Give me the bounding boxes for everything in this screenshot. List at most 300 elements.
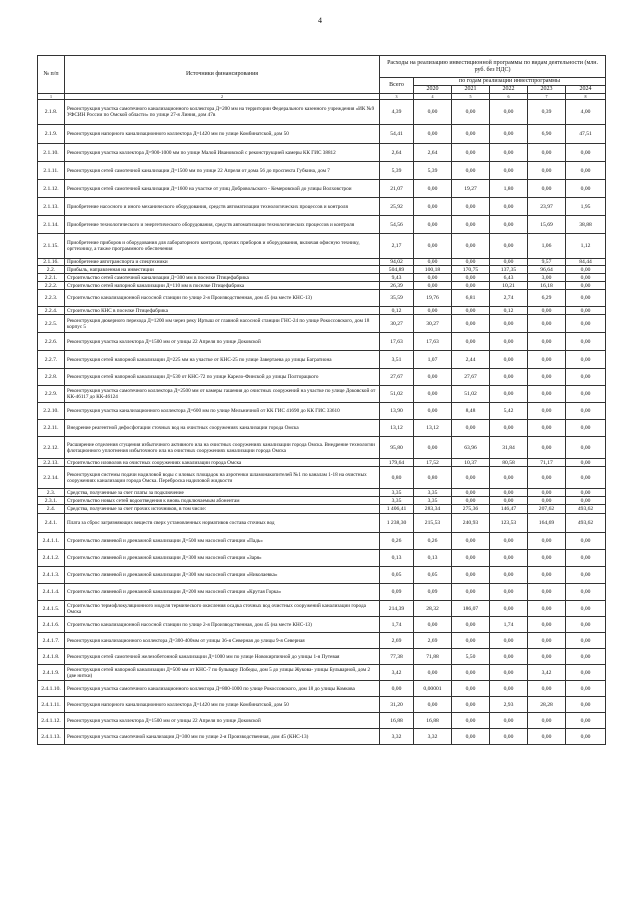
row-year-value: 0,00 — [528, 369, 566, 386]
header-year: 2024 — [566, 86, 606, 94]
row-year-value: 0,00 — [566, 307, 606, 315]
row-year-value: 0,00 — [490, 100, 528, 125]
table-row — [38, 259, 606, 266]
row-total: 95,80 — [380, 437, 414, 459]
row-year-value: 0,00 — [566, 351, 606, 369]
table-row — [38, 729, 606, 745]
row-year-value: 0,00 — [452, 333, 490, 351]
row-code: 2.4.1.4. — [38, 584, 65, 601]
table-row — [38, 266, 606, 274]
row-year-value: 0,00 — [452, 713, 490, 729]
row-year-value: 0,00 — [566, 584, 606, 601]
header-year: 2020 — [414, 86, 452, 94]
row-code: 2.1.9. — [38, 125, 65, 144]
row-year-value: 10,21 — [490, 282, 528, 290]
row-year-value: 0,00 — [414, 665, 452, 681]
row-year-value: 0,00 — [566, 713, 606, 729]
row-name: Строительство термофлокуляционного модуля термического окисления осадка сточных вод очистных сооружений канализации города Омска — [65, 601, 380, 617]
row-year-value: 10,37 — [452, 459, 490, 467]
row-year-value: 0,00 — [566, 467, 606, 489]
row-year-value: 0,80 — [414, 467, 452, 489]
table-row — [38, 386, 606, 403]
row-year-value: 0,00 — [452, 697, 490, 713]
row-year-value: 0,00 — [490, 633, 528, 649]
table-row — [38, 403, 606, 420]
row-year-value: 0,00 — [566, 315, 606, 333]
row-code: 2.2.6. — [38, 333, 65, 351]
row-code: 2.3.1. — [38, 497, 65, 505]
row-year-value: 0,00 — [566, 567, 606, 584]
row-year-value: 6,29 — [528, 290, 566, 307]
row-year-value: 0,00 — [566, 681, 606, 697]
row-year-value: 0,00 — [490, 125, 528, 144]
table-row — [38, 505, 606, 514]
row-name: Реконструкция участка канализационного коллектора Д=600 мм по улице Мельничной от КК ГИС 41690 до КК ГИС 33610 — [65, 403, 380, 420]
row-year-value: 0,00 — [490, 259, 528, 266]
row-year-value: 0,00 — [452, 125, 490, 144]
column-index: 1 — [38, 94, 65, 100]
row-total: 13,12 — [380, 420, 414, 437]
row-year-value: 186,07 — [452, 601, 490, 617]
table-row — [38, 489, 606, 497]
row-year-value: 0,00 — [452, 567, 490, 584]
row-year-value: 0,00 — [566, 333, 606, 351]
row-year-value: 0,00 — [566, 420, 606, 437]
row-year-value: 0,00 — [528, 351, 566, 369]
row-code: 2.2.12. — [38, 437, 65, 459]
table-row — [38, 713, 606, 729]
row-year-value: 0,00 — [566, 386, 606, 403]
row-year-value: 0,00 — [566, 437, 606, 459]
row-year-value: 0,00 — [528, 550, 566, 567]
row-year-value: 1,80 — [490, 180, 528, 198]
row-year-value: 0,00 — [566, 144, 606, 162]
row-year-value: 0,00 — [490, 333, 528, 351]
row-year-value: 0,00 — [490, 315, 528, 333]
table-row — [38, 514, 606, 533]
row-year-value: 8,48 — [452, 403, 490, 420]
row-year-value: 17,63 — [414, 333, 452, 351]
row-year-value: 0,00 — [452, 681, 490, 697]
row-year-value: 0,00 — [452, 729, 490, 745]
row-year-value: 2,69 — [414, 633, 452, 649]
row-year-value: 2,74 — [490, 290, 528, 307]
row-name: Реконструкция напорного канализационного коллектора Д=1420 мм по улице Комбинатской, дом 50 — [65, 125, 380, 144]
row-year-value: 0,00 — [566, 180, 606, 198]
row-name: Реконструкция сетей самотечной канализации Д=1500 мм по улице 22 Апреля от дома 56 до проспекта Губкина, дом 7 — [65, 162, 380, 180]
row-year-value: 0,00 — [566, 649, 606, 665]
row-total: 26,39 — [380, 282, 414, 290]
row-year-value: 215,53 — [414, 514, 452, 533]
row-year-value: 0,00 — [528, 180, 566, 198]
row-year-value: 0,00 — [452, 550, 490, 567]
row-total: 51,02 — [380, 386, 414, 403]
row-year-value: 240,93 — [452, 514, 490, 533]
row-total: 0,80 — [380, 467, 414, 489]
row-total: 25,92 — [380, 198, 414, 216]
row-year-value: 1,12 — [566, 234, 606, 259]
row-code: 2.2.13. — [38, 459, 65, 467]
row-name: Приобретение автотранспорта и спецтехники — [65, 259, 380, 266]
table-row — [38, 567, 606, 584]
row-year-value: 0,00 — [528, 403, 566, 420]
row-year-value: 207,62 — [528, 505, 566, 514]
row-year-value: 0,00 — [414, 697, 452, 713]
row-year-value: 0,00 — [528, 333, 566, 351]
row-total: 94,02 — [380, 259, 414, 266]
row-year-value: 0,00 — [490, 601, 528, 617]
row-total: 2,17 — [380, 234, 414, 259]
row-code: 2.4.1.10. — [38, 681, 65, 697]
row-year-value: 283,34 — [414, 505, 452, 514]
row-code: 2.2.8. — [38, 369, 65, 386]
row-name: Реконструкция системы подачи надиловой воды с иловых площадок на аэротенки шламонакопителей №1 по каналам 1-18 на очистных сооружениях канализации города Омска. Переброска надиловой жидкости — [65, 467, 380, 489]
row-year-value: 0,00 — [528, 437, 566, 459]
row-year-value: 0,00 — [566, 459, 606, 467]
row-code: 2.1.8. — [38, 100, 65, 125]
row-year-value: 0,00 — [414, 617, 452, 633]
row-year-value: 6,43 — [490, 274, 528, 282]
table-row — [38, 697, 606, 713]
row-year-value: 0,00 — [528, 584, 566, 601]
row-name: Строительство канализационной насосной станции по улице 2-я Производственная, дом 45 (на месте КНС-13) — [65, 617, 380, 633]
table-row — [38, 459, 606, 467]
row-total: 35,59 — [380, 290, 414, 307]
row-year-value: 146,47 — [490, 505, 528, 514]
row-year-value: 137,35 — [490, 266, 528, 274]
row-year-value: 47,51 — [566, 125, 606, 144]
row-name: Строительство ливневой и дренажной канализации Д=300 мм насосной станции «Заря» — [65, 550, 380, 567]
table-row — [38, 307, 606, 315]
row-year-value: 0,13 — [414, 550, 452, 567]
row-year-value: 0,00 — [528, 162, 566, 180]
table-row — [38, 216, 606, 234]
row-code: 2.2.5. — [38, 315, 65, 333]
financing-table — [37, 55, 606, 745]
row-year-value: 0,00 — [490, 369, 528, 386]
row-year-value: 16,88 — [414, 713, 452, 729]
row-name: Реконструкция участка самотечного канализационного коллектора Д=800-1000 по улице Рокоссовского, дом 18 до улицы Комкова — [65, 681, 380, 697]
row-name: Реконструкция дюкерного перехода Д=1200 мм через реку Иртыш от главной насосной станции ГНС-24 по улице Рокоссовского, дом 18 корпус 5 — [65, 315, 380, 333]
row-code: 2.2.1. — [38, 274, 65, 282]
row-year-value: 0,00 — [566, 290, 606, 307]
header-year: 2022 — [490, 86, 528, 94]
row-code: 2.1.13. — [38, 198, 65, 216]
row-total: 9,43 — [380, 274, 414, 282]
row-total: 0,05 — [380, 567, 414, 584]
row-year-value: 0,00 — [566, 697, 606, 713]
row-year-value: 0,00 — [414, 100, 452, 125]
row-year-value: 0,00 — [414, 403, 452, 420]
row-name: Приобретение технологического и энергетического оборудования, средств автоматизации технологических процессов и контроля — [65, 216, 380, 234]
row-year-value: 1,07 — [414, 351, 452, 369]
row-total: 4,39 — [380, 100, 414, 125]
row-total: 3,32 — [380, 729, 414, 745]
row-year-value: 0,00 — [566, 665, 606, 681]
row-total: 1,74 — [380, 617, 414, 633]
header-expenses: Расходы на реализацию инвестиционной программы по видам деятельности (млн. руб. без НДС) — [380, 56, 606, 78]
row-year-value: 0,00 — [490, 497, 528, 505]
row-total: 5,39 — [380, 162, 414, 180]
row-year-value: 0,00 — [452, 198, 490, 216]
row-year-value: 0,00 — [490, 351, 528, 369]
row-year-value: 30,27 — [414, 315, 452, 333]
row-year-value: 493,62 — [566, 505, 606, 514]
row-code: 2.4.1.12. — [38, 713, 65, 729]
row-name: Строительство ливневой и дренажной канализации Д=300 мм насосной станции «Николаевка» — [65, 567, 380, 584]
row-year-value: 0,00 — [452, 533, 490, 550]
row-year-value: 493,62 — [566, 514, 606, 533]
column-index: 5 — [452, 94, 490, 100]
row-year-value: 0,00 — [566, 489, 606, 497]
table-row — [38, 617, 606, 633]
row-year-value: 17,52 — [414, 459, 452, 467]
row-year-value: 80,58 — [490, 459, 528, 467]
row-total: 21,07 — [380, 180, 414, 198]
row-year-value: 0,00 — [490, 550, 528, 567]
row-code: 2.1.15. — [38, 234, 65, 259]
table-row — [38, 550, 606, 567]
row-year-value: 0,00 — [566, 601, 606, 617]
row-year-value: 0,00 — [452, 489, 490, 497]
row-year-value: 0,00 — [490, 216, 528, 234]
row-year-value: 19,27 — [452, 180, 490, 198]
row-year-value: 16,18 — [528, 282, 566, 290]
row-year-value: 84,44 — [566, 259, 606, 266]
row-year-value: 0,00 — [452, 420, 490, 437]
row-code: 2.4.1.13. — [38, 729, 65, 745]
row-code: 2.1.10. — [38, 144, 65, 162]
row-year-value: 0,00 — [566, 550, 606, 567]
row-year-value: 0,00 — [414, 437, 452, 459]
row-year-value: 0,00 — [490, 489, 528, 497]
row-year-value: 5,42 — [490, 403, 528, 420]
row-total: 30,27 — [380, 315, 414, 333]
row-name: Строительство сетей напорной канализации Д=110 мм в поселке Птицефабрика — [65, 282, 380, 290]
row-year-value: 0,00 — [528, 601, 566, 617]
row-year-value: 0,00 — [566, 729, 606, 745]
table-row — [38, 234, 606, 259]
row-code: 2.1.14. — [38, 216, 65, 234]
row-year-value: 0,00 — [566, 497, 606, 505]
row-code: 2.4.1.2. — [38, 550, 65, 567]
table-row — [38, 633, 606, 649]
row-year-value: 96,64 — [528, 266, 566, 274]
row-year-value: 0,00 — [566, 617, 606, 633]
row-name: Строительство ливневой и дренажной канализации Д=500 мм насосной станции «Падь» — [65, 533, 380, 550]
table-row — [38, 681, 606, 697]
row-year-value: 6,90 — [528, 125, 566, 144]
row-name: Прибыль, направленная на инвестиции — [65, 266, 380, 274]
row-year-value: 0,00 — [528, 713, 566, 729]
row-year-value: 0,00 — [452, 497, 490, 505]
row-year-value: 0,00 — [490, 533, 528, 550]
row-year-value: 0,00 — [528, 420, 566, 437]
row-year-value: 0,00 — [414, 282, 452, 290]
table-row — [38, 274, 606, 282]
row-year-value: 0,00 — [490, 198, 528, 216]
row-name: Расширение отделения сгущения избыточного активного ила на очистных сооружениях канализации города Омска. Внедрение технологии флотационного уплотнения избыточного ила на очистных сооружениях канализации города Омска — [65, 437, 380, 459]
row-code: 2.2.14. — [38, 467, 65, 489]
row-year-value: 0,00 — [452, 144, 490, 162]
row-year-value: 38,88 — [566, 216, 606, 234]
row-year-value: 0,00 — [528, 617, 566, 633]
row-code: 2.4.1.5. — [38, 601, 65, 617]
row-total: 27,67 — [380, 369, 414, 386]
row-year-value: 0,00 — [490, 729, 528, 745]
row-year-value: 0,00 — [452, 100, 490, 125]
row-name: Реконструкция участка самотечного коллектора Д=2500 мм от камеры гашения до очистных сооружений на участке по улице Доковской от КК-46117 до КК-46124 — [65, 386, 380, 403]
row-year-value: 0,00 — [528, 567, 566, 584]
column-index: 4 — [414, 94, 452, 100]
row-code: 2.1.16. — [38, 259, 65, 266]
header-year: 2021 — [452, 86, 490, 94]
row-year-value: 0,00 — [566, 403, 606, 420]
row-year-value: 0,00 — [528, 307, 566, 315]
row-name: Реконструкция сетей напорной канализации Д=500 мм от КНС-7 по бульвару Победы, дом 5 до улицы Жукова- улицы Бульварной, дом 2 (две нитки) — [65, 665, 380, 681]
row-name: Реконструкция участка самотечного канализационного коллектора Д=200 мм на территории Федерального казенного учреждения «ИК №9 УФСИН России по Омской области» по улице 27-я Линия, дом 47в — [65, 100, 380, 125]
row-total: 1 406,41 — [380, 505, 414, 514]
row-code: 2.2.9. — [38, 386, 65, 403]
row-total: 214,39 — [380, 601, 414, 617]
row-total: 54,56 — [380, 216, 414, 234]
row-year-value: 0,00 — [452, 274, 490, 282]
row-code: 2.3. — [38, 489, 65, 497]
row-total: 13,90 — [380, 403, 414, 420]
row-name: Приобретение приборов и оборудования для лабораторного контроля, прочих приборов и оборудования, включая офисную технику, оргтехнику, а также программного обеспечения — [65, 234, 380, 259]
row-year-value: 0,00 — [452, 633, 490, 649]
row-year-value: 0,00 — [414, 234, 452, 259]
table-row — [38, 467, 606, 489]
row-year-value: 1,95 — [566, 198, 606, 216]
table-row — [38, 144, 606, 162]
row-year-value: 0,00 — [566, 282, 606, 290]
row-year-value: 275,36 — [452, 505, 490, 514]
row-year-value: 0,00 — [490, 144, 528, 162]
header-year: 2023 — [528, 86, 566, 94]
row-name: Реконструкция сетей напорной канализации Д=530 от КНС-72 по улице Карело-Финской до улицы Полторацкого — [65, 369, 380, 386]
table-row — [38, 420, 606, 437]
header-source: Источники финансирования — [65, 56, 380, 94]
row-year-value: 27,67 — [452, 369, 490, 386]
table-row — [38, 601, 606, 617]
row-year-value: 0,00 — [414, 259, 452, 266]
row-code: 2.1.11. — [38, 162, 65, 180]
row-total: 3,42 — [380, 665, 414, 681]
row-year-value: 28,32 — [414, 601, 452, 617]
row-total: 2,69 — [380, 633, 414, 649]
row-code: 2.4. — [38, 505, 65, 514]
row-year-value: 0,00 — [566, 369, 606, 386]
row-year-value: 0,00 — [414, 307, 452, 315]
row-name: Строительство КНС в поселке Птицефабрика — [65, 307, 380, 315]
table-row — [38, 333, 606, 351]
row-year-value: 0,00 — [452, 216, 490, 234]
row-year-value: 0,00001 — [414, 681, 452, 697]
row-year-value: 3,35 — [414, 489, 452, 497]
row-year-value: 1,06 — [528, 234, 566, 259]
row-name: Реконструкция сетей самотечной железобетонной канализации Д=1000 мм по улице Новокирпичной до улицы 1-я Путевая — [65, 649, 380, 665]
row-total: 0,00 — [380, 681, 414, 697]
row-year-value: 51,02 — [452, 386, 490, 403]
table-row — [38, 282, 606, 290]
row-name: Реконструкция напорного канализационного коллектора Д=1420 мм по улице Комбинатской, дом 50 — [65, 697, 380, 713]
row-year-value: 0,00 — [490, 420, 528, 437]
row-year-value: 0,00 — [414, 180, 452, 198]
row-year-value: 3,32 — [414, 729, 452, 745]
row-code: 2.2.4. — [38, 307, 65, 315]
row-total: 77,38 — [380, 649, 414, 665]
row-year-value: 0,26 — [414, 533, 452, 550]
row-year-value: 0,00 — [490, 649, 528, 665]
row-year-value: 0,00 — [490, 234, 528, 259]
row-year-value: 0,00 — [452, 162, 490, 180]
table-row — [38, 125, 606, 144]
table-row — [38, 533, 606, 550]
row-year-value: 0,00 — [490, 567, 528, 584]
row-total: 0,09 — [380, 584, 414, 601]
page-number: 4 — [318, 16, 322, 25]
row-name: Строительство новых сетей водоотведения к вновь подключаемым абонентам — [65, 497, 380, 505]
row-year-value: 2,93 — [490, 697, 528, 713]
row-name: Внедрение реагентной дефосфотации сточных вод на очистных сооружениях канализации города Омска — [65, 420, 380, 437]
row-year-value: 71,17 — [528, 459, 566, 467]
row-year-value: 0,00 — [452, 307, 490, 315]
row-year-value: 3,42 — [528, 665, 566, 681]
row-code: 2.4.1.3. — [38, 567, 65, 584]
row-code: 2.2.10. — [38, 403, 65, 420]
row-year-value: 3,35 — [414, 497, 452, 505]
row-year-value: 0,05 — [414, 567, 452, 584]
row-name: Строительство иловолов на очистных сооружениях канализации города Омска — [65, 459, 380, 467]
row-name: Реконструкция участка коллектора Д=900-1000 мм по улице Малой Ивановской с реконструкцией камеры КК ГИС 38812 — [65, 144, 380, 162]
row-year-value: 0,00 — [490, 584, 528, 601]
row-name: Реконструкция участка самотечной канализации Д=300 мм по улице 2-я Производственная, дом 45 (КНС-13) — [65, 729, 380, 745]
row-year-value: 5,39 — [414, 162, 452, 180]
row-code: 2.2.7. — [38, 351, 65, 369]
header-years-group: по годам реализации инвестпрограммы — [414, 78, 606, 86]
row-year-value: 0,00 — [414, 274, 452, 282]
row-year-value: 63,96 — [452, 437, 490, 459]
row-year-value: 0,00 — [490, 467, 528, 489]
row-code: 2.4.1.8. — [38, 649, 65, 665]
row-year-value: 164,69 — [528, 514, 566, 533]
row-total: 3,35 — [380, 497, 414, 505]
row-year-value: 0,00 — [528, 681, 566, 697]
row-total: 2,64 — [380, 144, 414, 162]
row-year-value: 2,64 — [414, 144, 452, 162]
row-year-value: 5,50 — [452, 649, 490, 665]
row-year-value: 0,00 — [528, 315, 566, 333]
table-row — [38, 437, 606, 459]
row-total: 0,13 — [380, 550, 414, 567]
row-total: 31,20 — [380, 697, 414, 713]
column-index: 8 — [566, 94, 606, 100]
row-year-value: 0,00 — [414, 125, 452, 144]
row-year-value: 100,18 — [414, 266, 452, 274]
row-code: 2.4.1.9. — [38, 665, 65, 681]
row-total: 0,12 — [380, 307, 414, 315]
row-total: 54,41 — [380, 125, 414, 144]
column-index: 6 — [490, 94, 528, 100]
table-row — [38, 290, 606, 307]
row-code: 2.4.1. — [38, 514, 65, 533]
row-year-value: 0,00 — [490, 386, 528, 403]
row-name: Реконструкция сетей самотечной канализации Д=1600 на участке от улиц Добровольского - Кемеровской до улицы Волховстрои — [65, 180, 380, 198]
table-row — [38, 649, 606, 665]
row-year-value: 0,00 — [414, 198, 452, 216]
row-name: Реконструкция участка коллектора Д=1500 мм от улицы 22 Апреля по улице Доковской — [65, 713, 380, 729]
